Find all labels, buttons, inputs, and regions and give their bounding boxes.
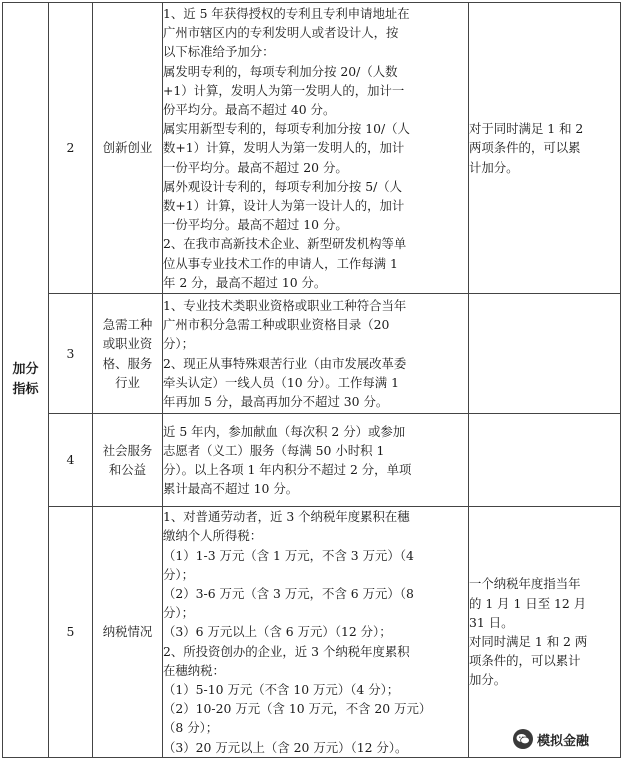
notes-line: 对于同时满足 1 和 2 — [469, 121, 584, 137]
criteria-line: （8 分）； — [163, 720, 219, 736]
criteria-line: 数+1）计算，发明人为第一发明人的，加计 — [163, 140, 405, 156]
row-number: 5 — [49, 507, 93, 758]
criteria-cell — [163, 507, 469, 758]
table-row — [3, 414, 621, 507]
criteria-line: （1）1-3 万元（含 1 万元，不含 3 万元）（4 — [163, 547, 414, 563]
criteria-line: （2）10-20 万元（含 10 万元，不含 20 万元） — [163, 701, 432, 717]
criteria-cell — [163, 3, 469, 294]
item-name: 或职业资 — [102, 336, 153, 352]
item-name-cell — [93, 294, 163, 414]
notes-cell — [469, 294, 621, 414]
criteria-line: 属实用新型专利的，每项专利加分按 10/（人 — [163, 121, 410, 137]
item-name: 社会服务 — [102, 442, 153, 458]
item-name: 和公益 — [108, 462, 147, 477]
table-row — [3, 507, 621, 758]
criteria-line: 缴纳个人所得税： — [163, 528, 263, 544]
row-number: 3 — [49, 294, 93, 414]
criteria-cell — [163, 294, 469, 414]
criteria-line: （1）5-10 万元（不含 10 万元）（4 分）； — [163, 682, 400, 697]
criteria-line: 年 2 分，最高不超过 10 分。 — [163, 274, 327, 290]
notes-line: 加分。 — [469, 672, 507, 688]
table-row — [3, 3, 621, 294]
item-name: 格、服务 — [102, 355, 153, 371]
notes-line: 31 日。 — [469, 614, 514, 630]
criteria-line: 一份平均分。最高不超过 20 分。 — [163, 159, 348, 175]
criteria-line: 志愿者（义工）服务（每满 50 小时积 1 — [163, 442, 385, 458]
criteria-line: 年再加 5 分，最高再加分不超过 30 分。 — [163, 393, 389, 409]
table-row — [3, 294, 621, 414]
criteria-line: 2、在我市高新技术企业、新型研发机构等单 — [163, 236, 407, 252]
wechat-icon — [513, 729, 533, 749]
criteria-line: 分）； — [163, 566, 194, 582]
criteria-line: （2）3-6 万元（含 3 万元，不含 6 万元）（8 — [163, 585, 414, 601]
criteria-line: 1、近 5 年获得授权的专利且专利申请地址在 — [163, 5, 410, 21]
watermark-text: 模拟金融 — [537, 733, 590, 749]
category-label: 指标 — [12, 382, 39, 397]
criteria-line: 广州市辖区内的专利发明人或者设计人，按 — [163, 25, 399, 41]
criteria-line: 1、对普通劳动者，近 3 个纳税年度累积在穗 — [163, 509, 410, 525]
criteria-line: 数+1）计算，设计人为第一设计人的，加计 — [163, 198, 405, 213]
category-cell — [3, 3, 49, 758]
notes-line: 一个纳税年度指当年 — [469, 576, 581, 592]
criteria-line: （3）20 万元以上（含 20 万元）（12 分）。 — [163, 739, 408, 755]
criteria-line: 牵头认定）一线人员（10 分）。工作每满 1 — [163, 374, 399, 390]
notes-cell — [469, 3, 621, 294]
item-name-cell — [93, 414, 163, 507]
category-label: 加分 — [12, 362, 39, 377]
notes-cell — [469, 414, 621, 507]
watermark — [513, 724, 619, 754]
criteria-line: 广州市积分急需工种或职业资格目录（20 — [163, 317, 390, 333]
item-name: 行业 — [115, 374, 140, 390]
criteria-cell — [163, 414, 469, 507]
criteria-line: +1）计算，发明人为第一发明人的，加计一 — [163, 82, 405, 98]
criteria-line: 一份平均分。最高不超过 10 分。 — [163, 217, 348, 233]
criteria-line: 在穗纳税： — [163, 662, 225, 678]
criteria-line: 累计最高不超过 10 分。 — [163, 481, 299, 497]
criteria-line: 位从事专业技术工作的申请人，工作每满 1 — [163, 255, 398, 271]
notes-line: 的 1 月 1 日至 12 月 — [469, 595, 587, 611]
notes-line: 两项条件的，可以累 — [469, 140, 581, 156]
criteria-line: 近 5 年内，参加献血（每次积 2 分）或参加 — [163, 423, 406, 439]
criteria-line: 1、专业技术类职业资格或职业工种符合当年 — [163, 297, 407, 313]
criteria-line: （3）6 万元以上（含 6 万元）（12 分）； — [163, 624, 392, 640]
criteria-line: 分）； — [163, 605, 194, 621]
criteria-line: 2、现正从事特殊艰苦行业（由市发展改革委 — [163, 355, 407, 371]
criteria-line: 属发明专利的，每项专利加分按 20/（人数 — [163, 63, 398, 79]
criteria-line: 份平均分。最高不超过 40 分。 — [163, 101, 336, 117]
notes-line: 项条件的，可以累计 — [469, 653, 581, 669]
notes-line: 计加分。 — [469, 159, 519, 175]
item-name: 急需工种 — [102, 317, 153, 333]
criteria-line: 分）； — [163, 336, 194, 352]
notes-line: 对同时满足 1 和 2 两 — [469, 634, 588, 649]
item-name: 创新创业 — [102, 140, 153, 156]
row-number: 2 — [49, 3, 93, 294]
criteria-line: 2、所投资创办的企业，近 3 个纳税年度累积 — [163, 643, 410, 659]
item-name-cell — [93, 3, 163, 294]
notes-cell — [469, 507, 621, 758]
criteria-line: 以下标准给予加分： — [163, 44, 275, 60]
bonus-points-table — [2, 2, 621, 758]
item-name: 纳税情况 — [102, 624, 153, 640]
row-number: 4 — [49, 414, 93, 507]
item-name-cell — [93, 507, 163, 758]
criteria-line: 分）。以上各项 1 年内积分不超过 2 分，单项 — [163, 462, 412, 477]
criteria-line: 属外观设计专利的，每项专利加分按 5/（人 — [163, 178, 403, 194]
